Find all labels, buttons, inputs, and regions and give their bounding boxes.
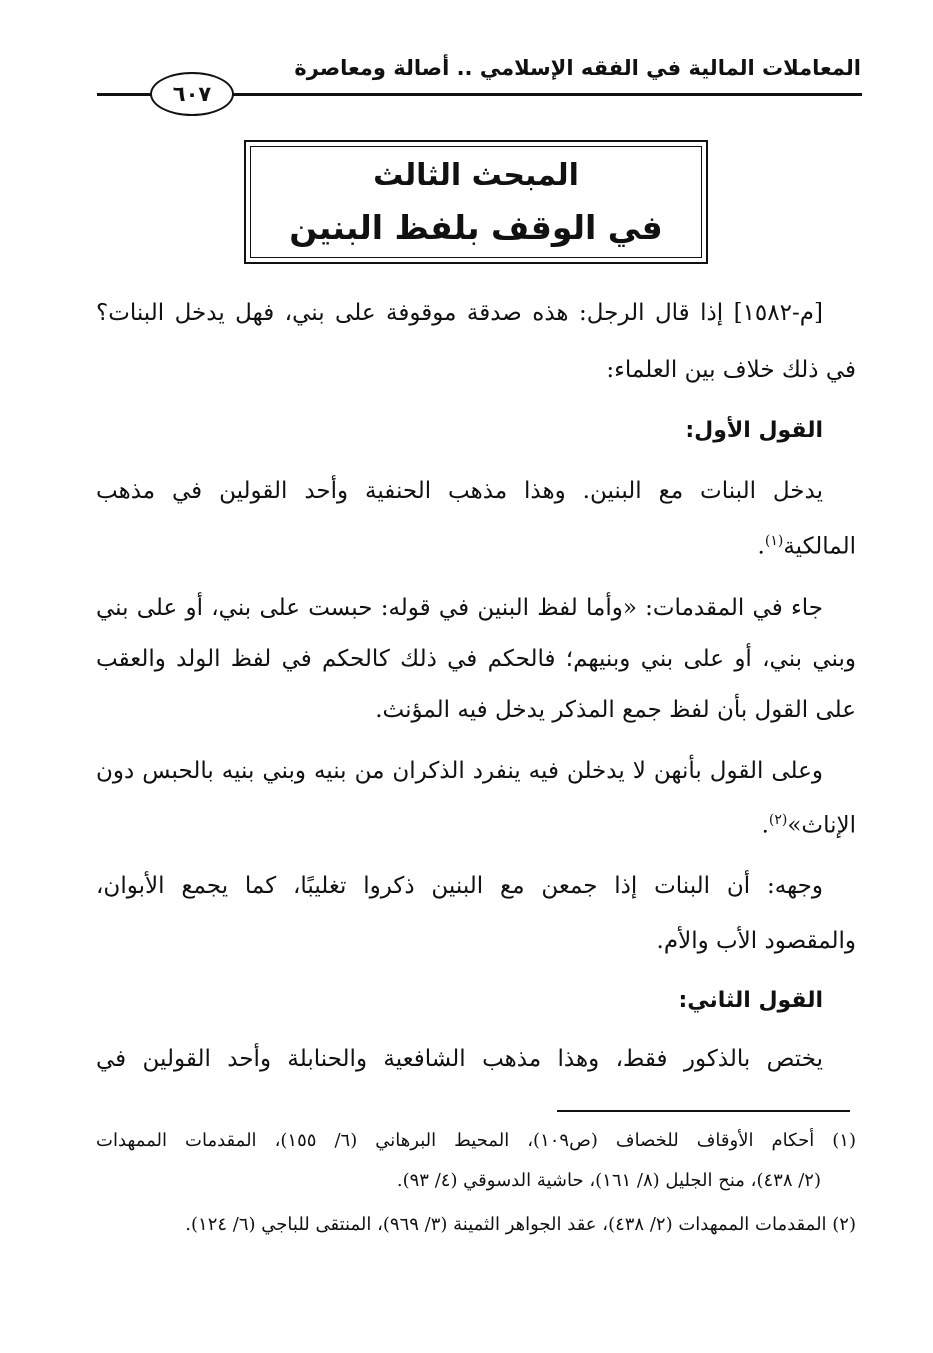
footnote-2: (٢) المقدمات الممهدات (٢/ ٤٣٨)، عقد الجواهر الثمينة (٣/ ٩٦٩)، المنتقى للباجي (٦/ ١٢٤). bbox=[185, 1214, 856, 1235]
body-line-5: جاء في المقدمات: «وأما لفظ البنين في قوله: حبست على بني، أو على بني bbox=[96, 595, 823, 621]
footnote-1-line-2: (٢/ ٤٣٨)، منح الجليل (٨/ ١٦١)، حاشية الدسوقي (٤/ ٩٣). bbox=[396, 1170, 821, 1191]
footnote-ref-1: (١) bbox=[764, 533, 784, 549]
body-line-6: وبني بني، أو على بني وبنيهم؛ فالحكم في ذلك كالحكم في لفظ الولد والعقب bbox=[96, 646, 856, 672]
footnote-1-line-1: (١) أحكام الأوقاف للخصاف (ص١٠٩)، المحيط البرهاني (٦/ ١٥٥)، المقدمات الممهدات bbox=[96, 1130, 856, 1151]
running-title: المعاملات المالية في الفقه الإسلامي .. أصالة ومعاصرة bbox=[294, 56, 861, 80]
body-line-7: على القول بأن لفظ جمع المذكر يدخل فيه المؤنث. bbox=[375, 697, 856, 723]
body-line-3: يدخل البنات مع البنين. وهذا مذهب الحنفية وأحد القولين في مذهب bbox=[96, 478, 823, 504]
heading-second-opinion: القول الثاني: bbox=[678, 988, 823, 1013]
body-line-4-end: . bbox=[757, 533, 765, 560]
body-line-8: وعلى القول بأنهن لا يدخلن فيه ينفرد الذكران من بنيه وبني بنيه بالحبس دون bbox=[96, 758, 823, 784]
footnote-separator bbox=[557, 1110, 850, 1112]
footnote-ref-2: (٢) bbox=[768, 812, 788, 828]
body-line-1: [م-١٥٨٢] إذا قال الرجل: هذه صدقة موقوفة على بني، فهل يدخل البنات؟ bbox=[96, 300, 823, 326]
body-line-4 bbox=[96, 533, 856, 560]
body-line-9-end: . bbox=[761, 812, 769, 839]
page-number: ٦٠٧ bbox=[150, 72, 234, 116]
section-title-box bbox=[244, 140, 708, 264]
section-title-line-1: المبحث الثالث bbox=[373, 158, 579, 193]
body-line-10: وجهه: أن البنات إذا جمعن مع البنين ذكروا تغليبًا، كما يجمع الأبوان، bbox=[96, 873, 823, 899]
heading-first-opinion: القول الأول: bbox=[685, 418, 823, 443]
body-line-4-text: المالكية bbox=[783, 533, 856, 560]
section-title-line-2: في الوقف بلفظ البنين bbox=[289, 208, 663, 247]
body-line-9-text: الإناث» bbox=[787, 812, 856, 839]
body-line-2: في ذلك خلاف بين العلماء: bbox=[606, 357, 856, 383]
body-line-11: والمقصود الأب والأم. bbox=[656, 928, 856, 954]
body-line-9 bbox=[96, 812, 856, 839]
body-line-12: يختص بالذكور فقط، وهذا مذهب الشافعية والحنابلة وأحد القولين في bbox=[96, 1046, 823, 1072]
